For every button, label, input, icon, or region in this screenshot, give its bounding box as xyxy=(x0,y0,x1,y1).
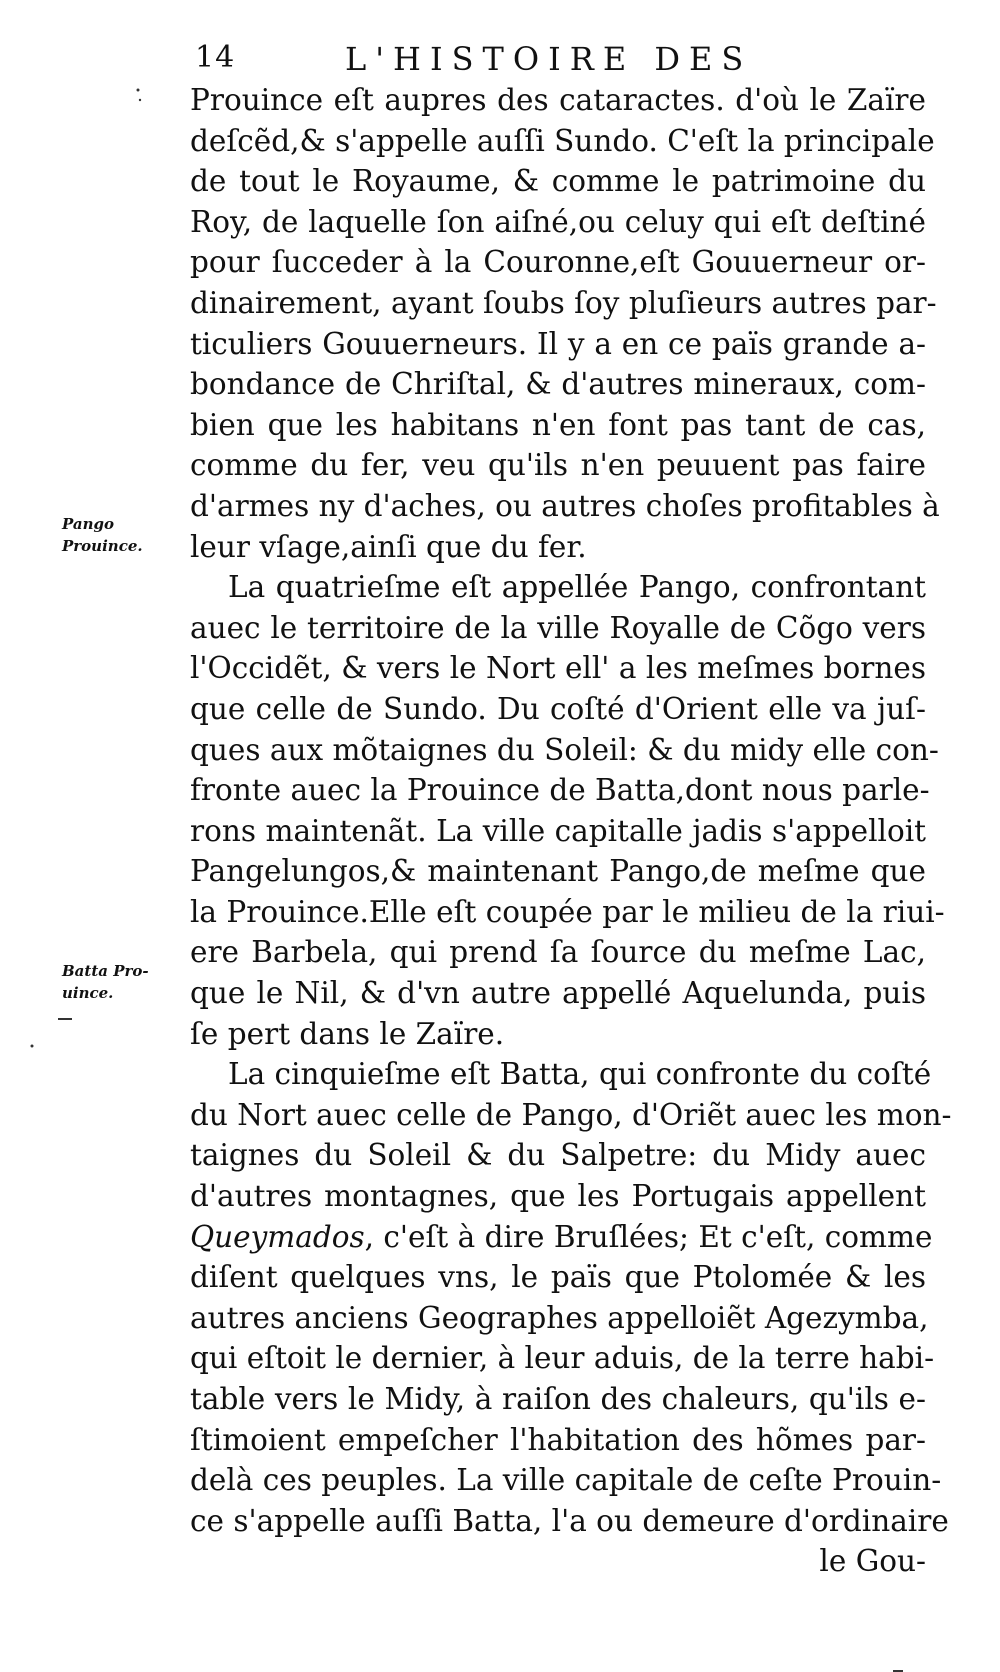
text-line: ques aux mõtaignes du Soleil: & du midy elle con- xyxy=(190,732,939,767)
paragraph-start-line: La quatrieſme eſt appellée Pango, confrontant xyxy=(228,570,926,605)
margin-note-line: uince. xyxy=(62,984,114,1002)
ink-speck xyxy=(31,1045,34,1048)
text-line: fronte auec la Prouince de Batta,dont nous parle- xyxy=(190,773,930,808)
paragraph-start-line: La cinquieſme eſt Batta, qui confronte du coſté xyxy=(228,1057,932,1092)
text-line: de tout le Royaume, & comme le patrimoine du xyxy=(190,164,926,199)
text-line: d'armes ny d'aches, ou autres choſes profitables à xyxy=(190,488,940,523)
margin-note-line: Pango xyxy=(62,515,114,533)
text-line: Prouince eſt aupres des cataractes. d'où le Zaïre xyxy=(190,83,926,117)
text-line: ſtimoient empeſcher l'habitation des hõmes par- xyxy=(190,1422,926,1457)
text-line: pour ſucceder à la Couronne,eſt Gouuerneur or- xyxy=(190,245,926,280)
text-line: autres anciens Geographes appelloiẽt Agezymba, xyxy=(190,1300,929,1335)
text-line: que celle de Sundo. Du coſté d'Orient elle va juſ- xyxy=(190,691,926,726)
text-line: leur vſage,ainſi que du fer. xyxy=(190,529,587,564)
catchword-line: le Gou- xyxy=(819,1544,926,1579)
text-line: d'autres montagnes, que les Portugais appellent xyxy=(190,1179,926,1214)
text-line: Pangelungos,& maintenant Pango,de meſme que xyxy=(190,854,926,889)
text-line: Roy, de laquelle ſon aiſné,ou celuy qui eſt deſtiné xyxy=(190,204,926,239)
italic-term: Queymados xyxy=(190,1219,365,1254)
text-line: ce s'appelle auſſi Batta, l'a ou demeure d'ordinaire xyxy=(190,1503,949,1538)
text-line: ſe pert dans le Zaïre. xyxy=(190,1016,505,1051)
text-line-rest: , c'eſt à dire Bruſlées; Et c'eſt, comme xyxy=(364,1219,933,1254)
text-line: diſent quelques vns, le païs que Ptolomée & les xyxy=(190,1260,926,1295)
text-line: que le Nil, & d'vn autre appellé Aquelunda, puis xyxy=(190,976,926,1011)
page-number: 14 xyxy=(195,40,236,75)
text-line: deſcẽd,& s'appelle auſſi Sundo. C'eſt la principale xyxy=(190,123,935,158)
text-line: comme du fer, veu qu'ils n'en peuuent pas faire xyxy=(190,448,926,483)
text-line: la Prouince.Elle eſt coupée par le milieu de la riui- xyxy=(190,894,945,929)
text-line: table vers le Midy, à raiſon des chaleurs, qu'ils e- xyxy=(190,1382,926,1416)
margin-note-line: Batta Pro- xyxy=(62,962,149,980)
text-line: delà ces peuples. La ville capitale de ceſte Prouin- xyxy=(190,1463,942,1498)
text-line: dinairement, ayant ſoubs ſoy pluſieurs autres par- xyxy=(190,285,937,320)
text-line: du Nort auec celle de Pango, d'Oriẽt auec les mon- xyxy=(190,1097,952,1132)
text-line: rons maintenãt. La ville capitalle jadis s'appelloit xyxy=(190,813,926,848)
ink-speck xyxy=(58,1018,72,1020)
text-line: taignes du Soleil & du Salpetre: du Midy auec xyxy=(190,1138,926,1173)
text-line: auec le territoire de la ville Royalle de Cõgo vers xyxy=(190,610,926,645)
ink-speck xyxy=(137,89,140,92)
running-title: L'HISTOIRE DES xyxy=(345,40,753,78)
text-line: ticuliers Gouuerneurs. Il y a en ce païs grande a- xyxy=(190,326,926,361)
text-line: bondance de Chriſtal, & d'autres mineraux, com- xyxy=(190,367,926,402)
text-line: ere Barbela, qui prend ſa ſource du meſme Lac, xyxy=(190,935,926,970)
text-line: bien que les habitans n'en font pas tant de cas, xyxy=(190,407,926,442)
text-line: l'Occidẽt, & vers le Nort ell' a les meſmes bornes xyxy=(190,651,926,686)
ink-speck xyxy=(139,99,141,101)
margin-note-line: Prouince. xyxy=(62,537,143,555)
text-line: qui eſtoit le dernier, à leur aduis, de la terre habi- xyxy=(190,1341,935,1376)
